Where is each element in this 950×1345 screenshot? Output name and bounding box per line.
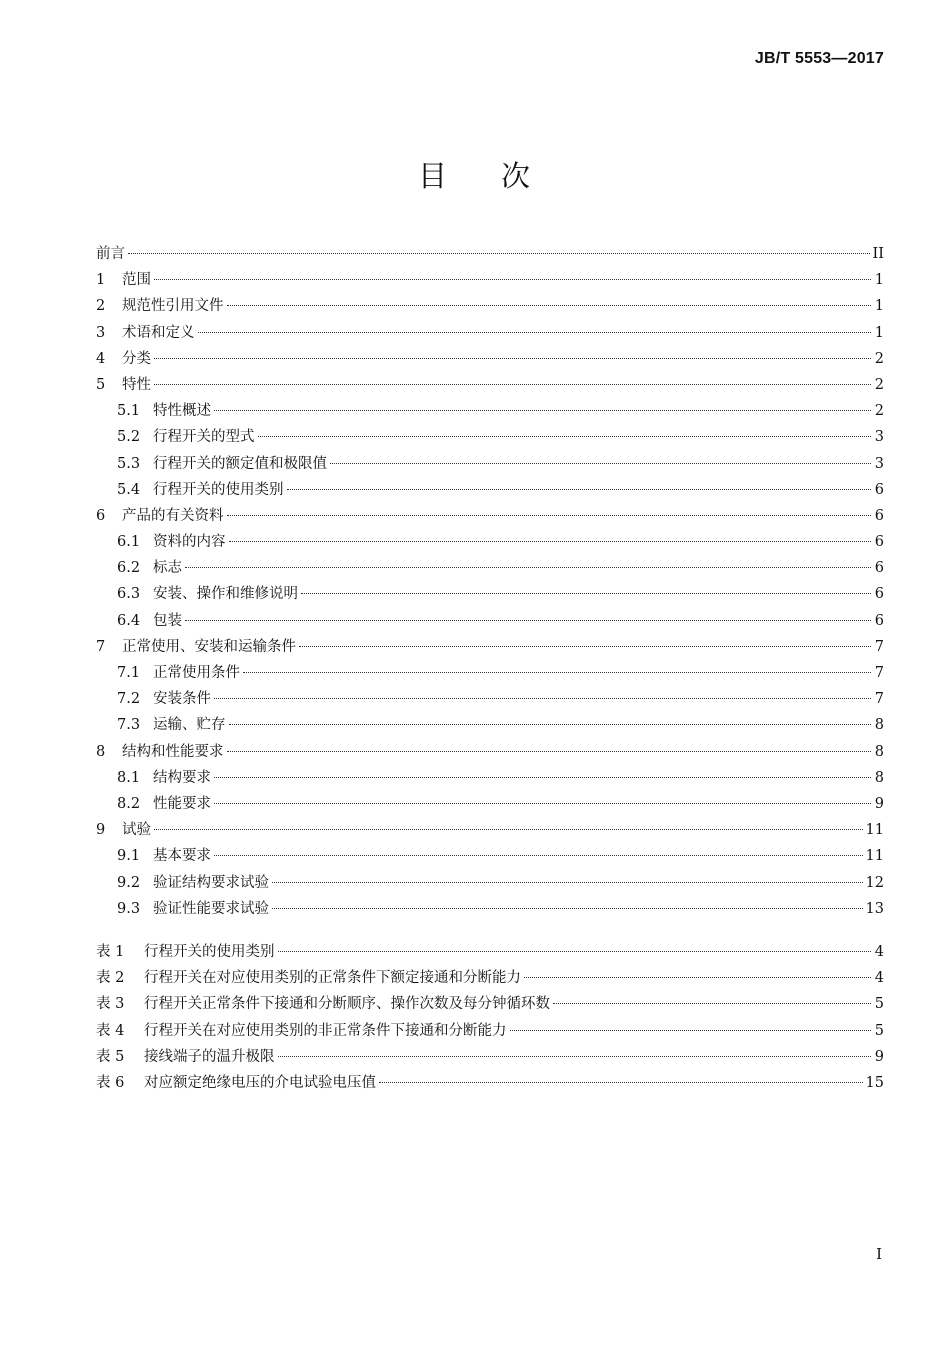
toc-entry-page: 4 (874, 970, 884, 987)
dot-leader (154, 358, 871, 359)
dot-leader (229, 724, 872, 725)
toc-entry-number: 表 3 (96, 996, 125, 1013)
dot-leader (227, 751, 872, 752)
toc-entry-page: 1 (874, 272, 884, 289)
toc-entry-label: 范围 (122, 272, 151, 289)
dot-leader (553, 1003, 871, 1004)
dot-leader (243, 672, 871, 673)
toc-entry-page: 6 (874, 534, 884, 551)
dot-leader (272, 882, 863, 883)
toc-entry[interactable] (96, 293, 884, 319)
toc-entry-number: 5.1 (117, 403, 141, 420)
toc-entry-number: 4 (96, 350, 106, 367)
toc-entry-label: 行程开关的使用类别 (144, 944, 275, 960)
toc-entry-page: 15 (865, 1074, 884, 1091)
toc-entry[interactable] (96, 477, 884, 503)
toc-entry-page: 8 (874, 769, 884, 786)
dot-leader (510, 1030, 872, 1031)
toc-entry-label: 标志 (153, 560, 182, 577)
table-list-entry[interactable] (96, 1018, 884, 1044)
dot-leader (227, 515, 872, 516)
toc-entry-number: 2 (96, 298, 106, 315)
title-char-2: 次 (501, 159, 533, 193)
toc-entry[interactable] (96, 346, 884, 372)
toc-entry-label: 行程开关的使用类别 (153, 481, 284, 498)
toc-entry-number: 6.1 (117, 534, 141, 551)
toc-entry-number: 8 (96, 743, 106, 760)
dot-leader (379, 1082, 863, 1083)
toc-entry[interactable] (96, 870, 884, 896)
dot-leader (272, 908, 863, 909)
toc-entry-label: 前言 (96, 246, 125, 262)
table-list-entry[interactable] (96, 965, 884, 991)
toc-entry-number: 6 (96, 507, 106, 524)
list-of-tables (96, 939, 884, 1096)
toc-entry[interactable] (96, 581, 884, 607)
dot-leader (154, 279, 871, 280)
toc-entry-number: 表 4 (96, 1022, 125, 1039)
toc-entry-label: 运输、贮存 (153, 717, 226, 734)
toc-entry-number: 7.3 (117, 717, 141, 734)
toc-entry[interactable] (96, 608, 884, 634)
toc-entry-number: 7.2 (117, 691, 141, 708)
toc-entry[interactable] (96, 451, 884, 477)
toc-entry-label: 行程开关在对应使用类别的非正常条件下接通和分断能力 (144, 1022, 507, 1039)
toc-entry-page: 8 (874, 717, 884, 734)
toc-entry-label: 安装、操作和维修说明 (153, 586, 298, 603)
standard-code: JB/T 5553—2017 (754, 50, 884, 67)
toc-entry[interactable] (96, 555, 884, 581)
dot-leader (278, 951, 872, 952)
toc-entry-label: 分类 (122, 350, 151, 367)
toc-entry-page: 6 (874, 481, 884, 498)
toc-entry[interactable] (96, 686, 884, 712)
dot-leader (154, 384, 871, 385)
toc-entry-label: 正常使用条件 (153, 665, 240, 681)
toc-entry-page: 3 (874, 429, 884, 446)
toc-entry-label: 验证结构要求试验 (153, 874, 269, 891)
toc-entry-page: 2 (874, 376, 884, 393)
toc-entry-number: 9.1 (117, 848, 141, 865)
toc-entry-label: 基本要求 (153, 848, 211, 865)
dot-leader (299, 646, 871, 647)
toc-entry-number: 8.2 (117, 795, 141, 812)
toc-entry-page: 2 (874, 403, 884, 420)
dot-leader (128, 253, 870, 254)
toc-entry-number: 表 2 (96, 970, 125, 987)
toc-entry-page: 11 (865, 848, 884, 865)
toc-entry-page: 7 (874, 691, 884, 708)
dot-leader (229, 541, 872, 542)
dot-leader (185, 620, 871, 621)
toc-entry-label: 结构和性能要求 (122, 743, 224, 760)
dot-leader (214, 803, 871, 804)
toc-entry-page: 6 (874, 612, 884, 629)
toc-entry[interactable] (96, 398, 884, 424)
dot-leader (258, 436, 872, 437)
dot-leader (214, 777, 871, 778)
page-title (0, 154, 950, 195)
toc-entry-label: 特性概述 (153, 403, 211, 420)
toc-entry[interactable] (96, 267, 884, 293)
toc-entry-number: 5 (96, 376, 106, 393)
toc-entry-number: 7.1 (117, 665, 141, 681)
table-list-entry[interactable] (96, 991, 884, 1017)
toc-entry[interactable] (96, 817, 884, 843)
toc-entry-label: 结构要求 (153, 769, 211, 786)
toc-entry[interactable] (96, 529, 884, 555)
toc-entry-page: II (872, 246, 884, 262)
toc-entry-label: 行程开关的型式 (153, 429, 255, 446)
toc-entry-label: 验证性能要求试验 (153, 900, 269, 917)
toc-entry-number: 表 6 (96, 1074, 125, 1091)
toc-entry-label: 性能要求 (153, 795, 211, 812)
toc-entry-page: 1 (874, 298, 884, 315)
toc-entry[interactable] (96, 739, 884, 765)
dot-leader (278, 1056, 872, 1057)
toc-entry-label: 行程开关的额定值和极限值 (153, 455, 327, 472)
toc-entry-number: 9.3 (117, 900, 141, 917)
toc-entry[interactable] (96, 634, 884, 660)
toc-entry-page: 6 (874, 507, 884, 524)
dot-leader (198, 332, 872, 333)
toc-entry-number: 6.4 (117, 612, 141, 629)
toc-entry-page: 7 (874, 638, 884, 655)
toc-entry-number: 3 (96, 324, 106, 341)
toc-entry-page: 4 (874, 944, 884, 960)
table-list-entry[interactable] (96, 939, 884, 965)
toc-entry-page: 6 (874, 586, 884, 603)
dot-leader (524, 977, 871, 978)
toc-entry-label: 安装条件 (153, 691, 211, 708)
toc-entry-number: 1 (96, 272, 106, 289)
dot-leader (330, 463, 871, 464)
toc-entry[interactable] (96, 791, 884, 817)
toc-entry[interactable] (96, 712, 884, 738)
toc-entry-number: 表 1 (96, 944, 125, 960)
toc-entry-label: 术语和定义 (122, 324, 195, 341)
toc-entry[interactable] (96, 660, 884, 686)
toc-entry-number: 表 5 (96, 1048, 125, 1065)
toc-entry[interactable] (96, 241, 884, 267)
toc-entry-number: 5.2 (117, 429, 141, 446)
table-of-contents (96, 241, 884, 922)
toc-entry-number: 9.2 (117, 874, 141, 891)
toc-entry-page: 9 (874, 1048, 884, 1065)
toc-entry[interactable] (96, 320, 884, 346)
toc-entry-label: 资料的内容 (153, 534, 226, 551)
toc-entry-label: 行程开关正常条件下接通和分断顺序、操作次数及每分钟循环数 (144, 996, 550, 1013)
toc-entry-label: 对应额定绝缘电压的介电试验电压值 (144, 1074, 376, 1091)
toc-entry[interactable] (96, 896, 884, 922)
dot-leader (185, 567, 871, 568)
dot-leader (214, 698, 871, 699)
toc-entry-number: 6.2 (117, 560, 141, 577)
dot-leader (154, 829, 863, 830)
toc-entry[interactable] (96, 843, 884, 869)
toc-entry-page: 2 (874, 350, 884, 367)
toc-entry-label: 接线端子的温升极限 (144, 1048, 275, 1065)
toc-entry-number: 8.1 (117, 769, 141, 786)
toc-entry-page: 5 (874, 996, 884, 1013)
toc-entry-number: 7 (96, 638, 106, 655)
toc-entry-label: 特性 (122, 376, 151, 393)
toc-entry[interactable] (96, 503, 884, 529)
page-number: I (876, 1245, 882, 1263)
dot-leader (214, 855, 863, 856)
dot-leader (227, 305, 872, 306)
toc-entry[interactable] (96, 424, 884, 450)
table-list-entry[interactable] (96, 1070, 884, 1096)
toc-entry-page: 11 (865, 822, 884, 839)
toc-entry-number: 6.3 (117, 586, 141, 603)
toc-entry[interactable] (96, 765, 884, 791)
table-list-entry[interactable] (96, 1044, 884, 1070)
toc-entry-page: 6 (874, 560, 884, 577)
toc-entry-label: 规范性引用文件 (122, 298, 224, 315)
dot-leader (287, 489, 872, 490)
toc-entry-label: 试验 (122, 822, 151, 839)
toc-entry-number: 5.3 (117, 455, 141, 472)
toc-entry-page: 7 (874, 665, 884, 681)
toc-entry-page: 8 (874, 743, 884, 760)
toc-entry-label: 行程开关在对应使用类别的正常条件下额定接通和分断能力 (144, 970, 521, 987)
toc-entry-number: 5.4 (117, 481, 141, 498)
title-char-1: 目 (417, 159, 449, 193)
toc-entry-page: 13 (865, 900, 884, 917)
dot-leader (214, 410, 871, 411)
toc-entry-page: 9 (874, 795, 884, 812)
toc-entry-label: 正常使用、安装和运输条件 (122, 638, 296, 655)
toc-entry-page: 1 (874, 324, 884, 341)
toc-entry[interactable] (96, 372, 884, 398)
toc-entry-page: 12 (865, 874, 884, 891)
dot-leader (301, 593, 871, 594)
toc-entry-page: 3 (874, 455, 884, 472)
toc-entry-page: 5 (874, 1022, 884, 1039)
toc-entry-label: 产品的有关资料 (122, 507, 224, 524)
toc-entry-label: 包装 (153, 612, 182, 629)
toc-entry-number: 9 (96, 822, 106, 839)
